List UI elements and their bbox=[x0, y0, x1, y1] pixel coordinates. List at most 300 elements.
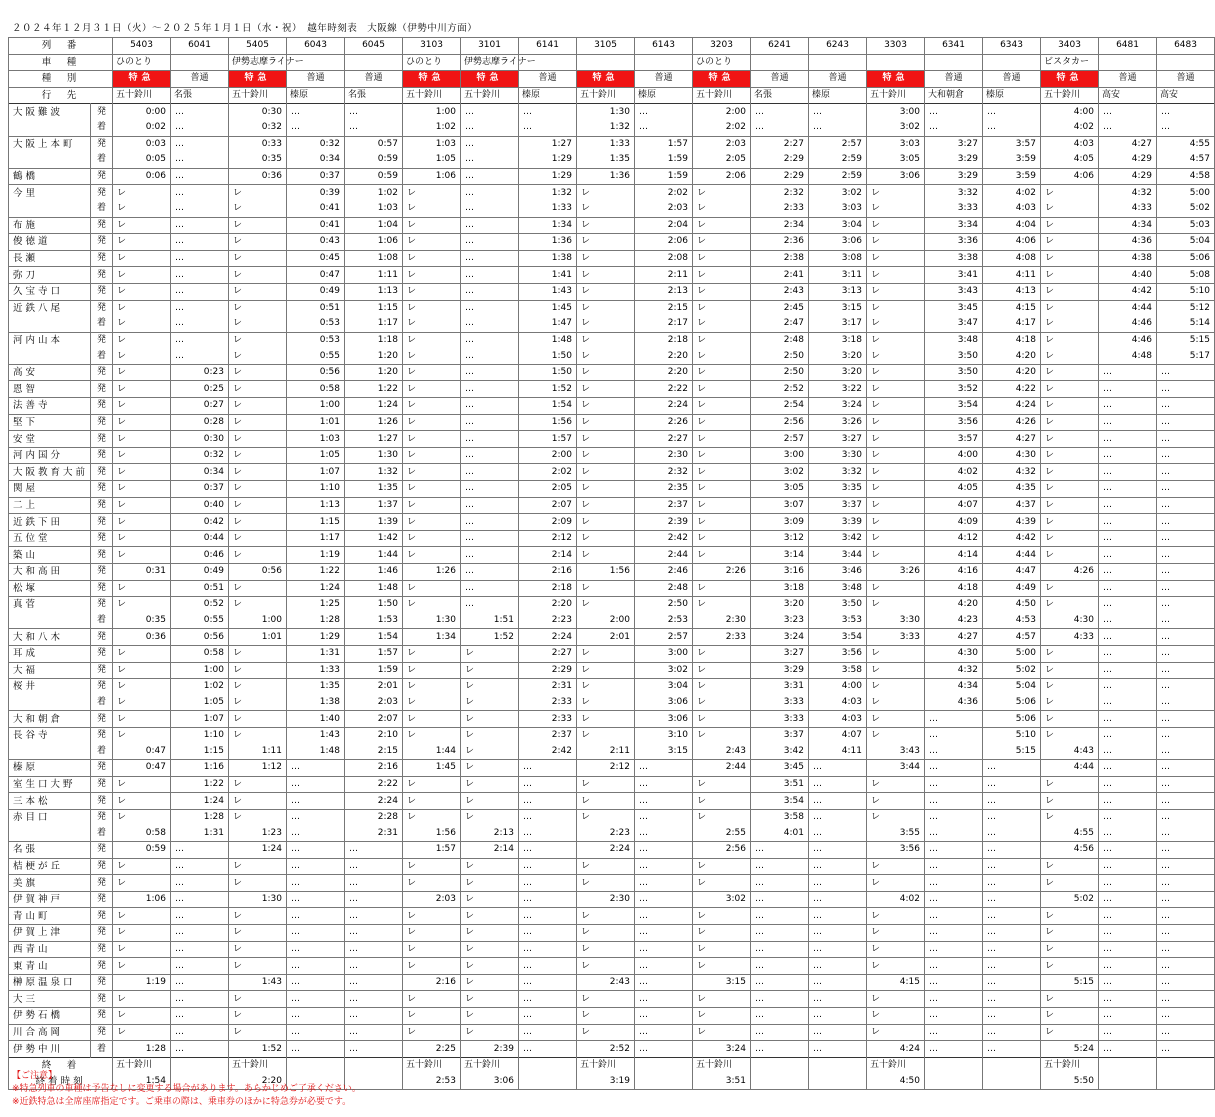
time-cell: 1:54 bbox=[345, 629, 403, 646]
time-cell: レ bbox=[693, 776, 751, 793]
time-cell: … bbox=[1157, 364, 1215, 381]
time-cell: 1:57 bbox=[635, 136, 693, 152]
terminal-row-cell: 五十鈴川 bbox=[867, 1057, 925, 1073]
time-cell: 2:32 bbox=[635, 464, 693, 481]
time-cell: 2:01 bbox=[577, 629, 635, 646]
time-cell: レ bbox=[1041, 464, 1099, 481]
time-cell: レ bbox=[867, 364, 925, 381]
time-cell: レ bbox=[229, 250, 287, 267]
time-cell: … bbox=[1157, 711, 1215, 728]
time-cell: … bbox=[519, 120, 577, 136]
time-cell: … bbox=[519, 1008, 577, 1025]
table-row bbox=[9, 267, 1215, 284]
time-cell: 1:22 bbox=[287, 564, 345, 581]
time-cell: レ bbox=[403, 908, 461, 925]
time-cell: レ bbox=[693, 234, 751, 251]
time-cell: レ bbox=[1041, 1008, 1099, 1025]
time-cell: 4:14 bbox=[925, 547, 983, 564]
time-cell: 3:42 bbox=[751, 744, 809, 760]
time-cell: 1:24 bbox=[171, 793, 229, 810]
time-cell: 3:05 bbox=[867, 152, 925, 168]
time-cell: 0:59 bbox=[345, 168, 403, 185]
time-cell: 2:27 bbox=[519, 645, 577, 662]
destination-row-cell: 名張 bbox=[171, 87, 229, 104]
time-cell: … bbox=[1099, 941, 1157, 958]
time-cell: … bbox=[171, 891, 229, 908]
table-row bbox=[9, 283, 1215, 300]
time-cell: … bbox=[983, 941, 1041, 958]
arrive-depart: 着 bbox=[91, 744, 113, 760]
time-cell: … bbox=[809, 842, 867, 859]
train-number-row-cell: 6243 bbox=[809, 38, 867, 55]
arrive-depart: 発 bbox=[91, 530, 113, 547]
time-cell: 3:26 bbox=[809, 414, 867, 431]
time-cell: 4:50 bbox=[983, 597, 1041, 613]
time-cell: 2:00 bbox=[577, 613, 635, 629]
time-cell: 0:05 bbox=[113, 152, 171, 168]
time-cell: 0:30 bbox=[229, 104, 287, 120]
time-cell: 2:50 bbox=[635, 597, 693, 613]
time-cell: レ bbox=[113, 497, 171, 514]
time-cell: 4:34 bbox=[925, 679, 983, 695]
time-cell: 4:32 bbox=[983, 464, 1041, 481]
time-cell: レ bbox=[1041, 941, 1099, 958]
time-cell: レ bbox=[403, 662, 461, 679]
time-cell: 1:00 bbox=[403, 104, 461, 120]
station-name: 俊徳道 bbox=[9, 234, 91, 251]
table-row bbox=[9, 250, 1215, 267]
arrive-depart: 発 bbox=[91, 332, 113, 348]
time-cell: 2:30 bbox=[693, 613, 751, 629]
train-type-row-cell: 普通 bbox=[345, 71, 403, 88]
time-cell: 2:24 bbox=[345, 793, 403, 810]
arrive-depart: 発 bbox=[91, 497, 113, 514]
time-cell: … bbox=[983, 958, 1041, 975]
time-cell: レ bbox=[461, 858, 519, 875]
time-cell: … bbox=[287, 1024, 345, 1041]
time-cell: 2:02 bbox=[635, 185, 693, 201]
arrive-depart: 発 bbox=[91, 431, 113, 448]
train-number-row-cell: 3105 bbox=[577, 38, 635, 55]
time-cell: 4:02 bbox=[867, 891, 925, 908]
time-cell: 1:35 bbox=[345, 481, 403, 498]
time-cell: 2:08 bbox=[635, 250, 693, 267]
station-name: 桔梗が丘 bbox=[9, 858, 91, 875]
time-cell: … bbox=[287, 776, 345, 793]
time-cell: レ bbox=[113, 464, 171, 481]
time-cell: レ bbox=[577, 217, 635, 234]
time-cell: … bbox=[1157, 908, 1215, 925]
time-cell: 2:07 bbox=[345, 711, 403, 728]
time-cell: 3:37 bbox=[809, 497, 867, 514]
time-cell: 2:48 bbox=[751, 332, 809, 348]
time-cell: レ bbox=[577, 497, 635, 514]
train-number-row-cell: 6241 bbox=[751, 38, 809, 55]
time-cell: 1:15 bbox=[171, 744, 229, 760]
time-cell: 1:20 bbox=[345, 364, 403, 381]
time-cell: レ bbox=[867, 875, 925, 892]
time-cell: 1:39 bbox=[345, 514, 403, 531]
time-cell: レ bbox=[229, 776, 287, 793]
terminal-row-cell bbox=[635, 1057, 693, 1073]
time-cell: 2:00 bbox=[693, 104, 751, 120]
time-cell: 0:39 bbox=[287, 185, 345, 201]
time-cell: … bbox=[635, 120, 693, 136]
time-cell: レ bbox=[113, 514, 171, 531]
time-cell: レ bbox=[403, 250, 461, 267]
time-cell: … bbox=[345, 1024, 403, 1041]
time-cell: レ bbox=[1041, 497, 1099, 514]
time-cell: 0:57 bbox=[345, 136, 403, 152]
arrive-depart: 着 bbox=[91, 201, 113, 217]
time-cell: 1:03 bbox=[287, 431, 345, 448]
time-cell: 2:39 bbox=[635, 514, 693, 531]
time-cell: レ bbox=[1041, 858, 1099, 875]
time-cell: … bbox=[1157, 104, 1215, 120]
car-type-row-cell bbox=[925, 54, 983, 71]
time-cell: レ bbox=[113, 283, 171, 300]
time-cell: レ bbox=[867, 447, 925, 464]
time-cell: レ bbox=[229, 547, 287, 564]
time-cell: レ bbox=[461, 711, 519, 728]
time-cell: … bbox=[287, 941, 345, 958]
car-type-row-cell bbox=[1157, 54, 1215, 71]
time-cell: 4:36 bbox=[1099, 234, 1157, 251]
time-cell: 4:30 bbox=[983, 447, 1041, 464]
time-cell: 1:24 bbox=[345, 398, 403, 415]
time-cell: レ bbox=[229, 1024, 287, 1041]
arrive-depart: 発 bbox=[91, 267, 113, 284]
time-cell: レ bbox=[867, 580, 925, 597]
time-cell: … bbox=[751, 991, 809, 1008]
table-row bbox=[9, 974, 1215, 991]
time-cell: 3:27 bbox=[925, 136, 983, 152]
time-cell: 1:42 bbox=[345, 530, 403, 547]
time-cell: 1:48 bbox=[519, 332, 577, 348]
time-cell: 2:15 bbox=[635, 300, 693, 316]
time-cell: 2:46 bbox=[635, 564, 693, 581]
time-cell: 1:19 bbox=[287, 547, 345, 564]
station-name: 大阪上本町 bbox=[9, 136, 91, 152]
train-type-row-cell: 普通 bbox=[171, 71, 229, 88]
table-row bbox=[9, 497, 1215, 514]
time-cell: 3:48 bbox=[925, 332, 983, 348]
arrive-depart: 発 bbox=[91, 185, 113, 201]
time-cell: 4:42 bbox=[1099, 283, 1157, 300]
time-cell: 0:30 bbox=[171, 431, 229, 448]
arrive-depart: 着 bbox=[91, 613, 113, 629]
time-cell: 3:32 bbox=[925, 185, 983, 201]
destination-row-cell: 五十鈴川 bbox=[113, 87, 171, 104]
time-cell: 2:23 bbox=[577, 826, 635, 842]
time-cell: 3:03 bbox=[809, 201, 867, 217]
time-cell: レ bbox=[577, 679, 635, 695]
time-cell: … bbox=[809, 991, 867, 1008]
arrive-depart: 着 bbox=[91, 695, 113, 711]
time-cell: 1:10 bbox=[171, 727, 229, 743]
train-type-row-cell: 普通 bbox=[1099, 71, 1157, 88]
time-cell: 0:36 bbox=[229, 168, 287, 185]
time-cell: レ bbox=[867, 250, 925, 267]
time-cell: 2:52 bbox=[751, 381, 809, 398]
time-cell: … bbox=[171, 152, 229, 168]
time-cell: レ bbox=[693, 201, 751, 217]
time-cell: レ bbox=[867, 597, 925, 613]
time-cell: 1:43 bbox=[229, 974, 287, 991]
time-cell: … bbox=[751, 1041, 809, 1058]
time-cell: 3:38 bbox=[925, 250, 983, 267]
time-cell: レ bbox=[229, 300, 287, 316]
time-cell: 3:27 bbox=[751, 645, 809, 662]
time-cell: レ bbox=[113, 925, 171, 942]
table-row bbox=[9, 514, 1215, 531]
time-cell: … bbox=[635, 776, 693, 793]
time-cell: 4:07 bbox=[925, 497, 983, 514]
time-cell: 4:23 bbox=[925, 613, 983, 629]
time-cell: レ bbox=[577, 300, 635, 316]
time-cell: 3:02 bbox=[751, 464, 809, 481]
station-name: 二上 bbox=[9, 497, 91, 514]
time-cell: … bbox=[519, 958, 577, 975]
time-cell: 3:23 bbox=[751, 613, 809, 629]
time-cell: … bbox=[1157, 1024, 1215, 1041]
train-type-row bbox=[9, 71, 1215, 88]
time-cell: レ bbox=[693, 185, 751, 201]
station-name: 近鉄八尾 bbox=[9, 300, 91, 316]
time-cell: レ bbox=[693, 497, 751, 514]
time-cell: レ bbox=[1041, 875, 1099, 892]
time-cell: レ bbox=[867, 793, 925, 810]
time-cell: … bbox=[751, 974, 809, 991]
time-cell: … bbox=[751, 104, 809, 120]
table-row bbox=[9, 168, 1215, 185]
terminal-time-row-cell: 4:50 bbox=[867, 1073, 925, 1089]
time-cell: レ bbox=[403, 679, 461, 695]
time-cell: 3:33 bbox=[751, 695, 809, 711]
time-cell: レ bbox=[229, 908, 287, 925]
time-cell: レ bbox=[1041, 185, 1099, 201]
terminal-time-row-label: 終着時刻 bbox=[9, 1073, 113, 1089]
time-cell: レ bbox=[867, 201, 925, 217]
time-cell: レ bbox=[113, 695, 171, 711]
time-cell: レ bbox=[461, 662, 519, 679]
station-name: 西青山 bbox=[9, 941, 91, 958]
table-row bbox=[9, 645, 1215, 662]
train-type-row-cell: 特急 bbox=[113, 71, 171, 88]
time-cell: … bbox=[171, 283, 229, 300]
time-cell: レ bbox=[1041, 514, 1099, 531]
arrive-depart: 発 bbox=[91, 842, 113, 859]
time-cell: レ bbox=[867, 300, 925, 316]
time-cell: 4:01 bbox=[751, 826, 809, 842]
time-cell: レ bbox=[403, 316, 461, 332]
time-cell: … bbox=[461, 597, 519, 613]
station-name: 今里 bbox=[9, 185, 91, 201]
time-cell: 5:08 bbox=[1157, 267, 1215, 284]
time-cell: … bbox=[345, 1008, 403, 1025]
time-cell: レ bbox=[577, 364, 635, 381]
station-name: 長瀬 bbox=[9, 250, 91, 267]
time-cell: … bbox=[1157, 662, 1215, 679]
time-cell: … bbox=[635, 925, 693, 942]
terminal-time-row-cell: 1:54 bbox=[113, 1073, 171, 1089]
time-cell: 1:02 bbox=[345, 185, 403, 201]
time-cell: … bbox=[635, 809, 693, 825]
time-cell: レ bbox=[113, 250, 171, 267]
time-cell: レ bbox=[113, 267, 171, 284]
time-cell: レ bbox=[229, 580, 287, 597]
destination-row-cell: 榛原 bbox=[519, 87, 577, 104]
train-number-row-cell: 5405 bbox=[229, 38, 287, 55]
time-cell: レ bbox=[867, 514, 925, 531]
time-cell: … bbox=[1157, 431, 1215, 448]
time-cell: … bbox=[1099, 514, 1157, 531]
time-cell: レ bbox=[577, 711, 635, 728]
time-cell: … bbox=[809, 809, 867, 825]
time-cell: 2:54 bbox=[751, 398, 809, 415]
time-cell: 5:24 bbox=[1041, 1041, 1099, 1058]
terminal-time-row-cell bbox=[519, 1073, 577, 1089]
time-cell: … bbox=[287, 958, 345, 975]
time-cell: 1:02 bbox=[171, 679, 229, 695]
time-cell: … bbox=[1157, 760, 1215, 777]
time-cell: … bbox=[751, 120, 809, 136]
time-cell: 0:55 bbox=[287, 348, 345, 364]
time-cell: 1:01 bbox=[287, 414, 345, 431]
time-cell: 1:26 bbox=[345, 414, 403, 431]
time-cell: … bbox=[809, 974, 867, 991]
time-cell: 4:00 bbox=[925, 447, 983, 464]
time-cell: 2:03 bbox=[693, 136, 751, 152]
time-cell: … bbox=[1099, 925, 1157, 942]
time-cell: … bbox=[1099, 431, 1157, 448]
time-cell: レ bbox=[1041, 316, 1099, 332]
station-name: 長谷寺 bbox=[9, 727, 91, 743]
time-cell: レ bbox=[693, 283, 751, 300]
time-cell: 4:27 bbox=[925, 629, 983, 646]
time-cell: レ bbox=[461, 958, 519, 975]
time-cell: レ bbox=[113, 958, 171, 975]
table-row bbox=[9, 120, 1215, 136]
time-cell: … bbox=[171, 974, 229, 991]
time-cell: レ bbox=[693, 348, 751, 364]
time-cell: 2:12 bbox=[577, 760, 635, 777]
time-cell: 4:53 bbox=[983, 613, 1041, 629]
time-cell: 3:42 bbox=[809, 530, 867, 547]
time-cell: 2:03 bbox=[635, 201, 693, 217]
time-cell: レ bbox=[403, 283, 461, 300]
terminal-time-row-cell bbox=[983, 1073, 1041, 1089]
time-cell: レ bbox=[461, 891, 519, 908]
time-cell: 1:50 bbox=[519, 348, 577, 364]
time-cell: … bbox=[1157, 776, 1215, 793]
time-cell: 1:52 bbox=[229, 1041, 287, 1058]
destination-row-cell: 五十鈴川 bbox=[693, 87, 751, 104]
time-cell: レ bbox=[229, 809, 287, 825]
station-name bbox=[9, 613, 91, 629]
time-cell: 2:24 bbox=[577, 842, 635, 859]
time-cell: レ bbox=[577, 414, 635, 431]
time-cell: レ bbox=[403, 348, 461, 364]
station-name bbox=[9, 201, 91, 217]
terminal-time-row-cell bbox=[1099, 1073, 1157, 1089]
time-cell: 3:54 bbox=[751, 793, 809, 810]
time-cell: … bbox=[635, 1024, 693, 1041]
time-cell: … bbox=[519, 1024, 577, 1041]
time-cell: … bbox=[635, 760, 693, 777]
time-cell: … bbox=[519, 875, 577, 892]
time-cell: … bbox=[1099, 858, 1157, 875]
time-cell: レ bbox=[229, 711, 287, 728]
time-cell: 3:30 bbox=[809, 447, 867, 464]
time-cell: 0:47 bbox=[113, 760, 171, 777]
table-row bbox=[9, 217, 1215, 234]
time-cell: … bbox=[635, 875, 693, 892]
destination-row-label: 行 先 bbox=[9, 87, 113, 104]
time-cell: 3:06 bbox=[867, 168, 925, 185]
time-cell: レ bbox=[403, 727, 461, 743]
time-cell: 2:06 bbox=[635, 234, 693, 251]
arrive-depart: 発 bbox=[91, 300, 113, 316]
time-cell: 1:05 bbox=[287, 447, 345, 464]
station-name bbox=[9, 826, 91, 842]
time-cell: レ bbox=[577, 597, 635, 613]
time-cell: … bbox=[1099, 695, 1157, 711]
car-type-row-cell: ひのとり bbox=[693, 54, 751, 71]
time-cell: 1:41 bbox=[519, 267, 577, 284]
destination-row bbox=[9, 87, 1215, 104]
station-name: 大和朝倉 bbox=[9, 711, 91, 728]
time-cell: … bbox=[1157, 381, 1215, 398]
arrive-depart: 発 bbox=[91, 991, 113, 1008]
time-cell: 1:00 bbox=[287, 398, 345, 415]
time-cell: … bbox=[1099, 580, 1157, 597]
table-row bbox=[9, 991, 1215, 1008]
time-cell: レ bbox=[113, 908, 171, 925]
station-name bbox=[9, 316, 91, 332]
time-cell: 3:00 bbox=[751, 447, 809, 464]
time-cell: 1:33 bbox=[519, 201, 577, 217]
time-cell: 0:56 bbox=[229, 564, 287, 581]
time-cell: 1:34 bbox=[519, 217, 577, 234]
time-cell: レ bbox=[693, 908, 751, 925]
time-cell: レ bbox=[693, 711, 751, 728]
time-cell: 1:46 bbox=[345, 564, 403, 581]
time-cell: レ bbox=[693, 332, 751, 348]
time-cell: 4:47 bbox=[983, 564, 1041, 581]
arrive-depart: 着 bbox=[91, 152, 113, 168]
time-cell: 4:09 bbox=[925, 514, 983, 531]
time-cell: … bbox=[809, 958, 867, 975]
station-name: 青山町 bbox=[9, 908, 91, 925]
train-number-row-cell: 5403 bbox=[113, 38, 171, 55]
time-cell: 2:59 bbox=[809, 152, 867, 168]
time-cell: 4:26 bbox=[983, 414, 1041, 431]
arrive-depart: 発 bbox=[91, 662, 113, 679]
time-cell: 2:22 bbox=[345, 776, 403, 793]
time-cell: 2:13 bbox=[635, 283, 693, 300]
time-cell: レ bbox=[693, 809, 751, 825]
time-cell: … bbox=[287, 891, 345, 908]
time-cell: … bbox=[983, 875, 1041, 892]
time-cell: 2:24 bbox=[519, 629, 577, 646]
time-cell: 2:03 bbox=[345, 695, 403, 711]
station-name: 川合高岡 bbox=[9, 1024, 91, 1041]
table-row bbox=[9, 332, 1215, 348]
time-cell: レ bbox=[693, 530, 751, 547]
time-cell: 5:02 bbox=[1157, 201, 1215, 217]
time-cell: 2:04 bbox=[635, 217, 693, 234]
